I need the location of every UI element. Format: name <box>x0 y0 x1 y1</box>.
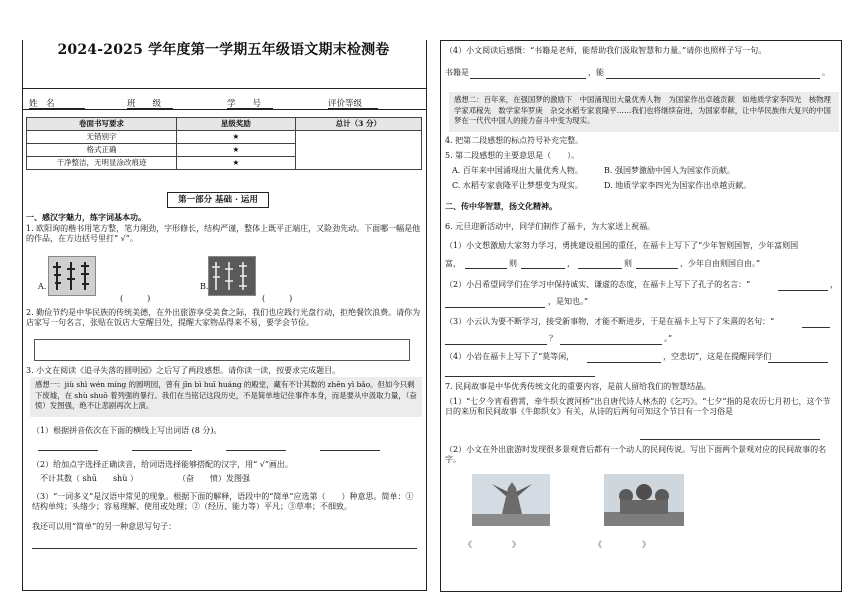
table-cell: 格式正确 <box>27 144 177 157</box>
answer-paren[interactable]: ( ) <box>262 294 293 303</box>
section-heading: 二、传中华智慧，扬文化精神。 <box>445 201 557 211</box>
q6-1-text: 则 <box>509 259 517 268</box>
answer-caption-b[interactable]: 《 》 <box>594 540 650 549</box>
answer-line[interactable] <box>38 450 98 451</box>
option-b[interactable]: B. 强国梦激励中国人为国家作贡献。 <box>604 166 735 175</box>
slogan-answer-box[interactable] <box>34 339 410 361</box>
question-3-3-prompt: 我还可以用“简单”的另一种意思写句子： <box>32 522 177 531</box>
answer-caption-a[interactable]: 《 》 <box>464 540 520 549</box>
question-6-1: （1）小文想激励大家努力学习，勇挑建设祖国的重任，在福卡上写下了“少年智则国智，少年富则国 <box>445 241 799 250</box>
answer-paren[interactable]: ( ) <box>120 294 151 303</box>
question-6-4: （4）小岩在福卡上写下了“莫等闲， <box>445 352 575 361</box>
part-one-title: 第一部分 基础 · 运用 <box>167 192 269 208</box>
answer-line[interactable] <box>470 78 586 79</box>
question-6-2: （2）小吕希望同学们在学习中保持诚实、谦虚的态度，在福卡上写下了孔子的名言：“ <box>445 280 751 289</box>
question-5: 5. 第二段感想的主要意思是（ ）。 <box>445 151 580 160</box>
exam-title: 2024-2025 学年度第一学期五年级语文期末检测卷 <box>57 42 390 58</box>
question-6-3: （3）小云认为要不断学习，接受新事物，才能不断进步，于是在福卡上写下了朱熹的名句：“ <box>445 317 775 326</box>
answer-line[interactable] <box>320 450 380 451</box>
answer-line[interactable] <box>560 344 662 345</box>
q4-start: 书籍是 <box>445 68 469 77</box>
question-6: 6. 元旦迎新活动中，同学们制作了福卡，为大家送上祝福。 <box>445 222 656 231</box>
question-2: 2. 勤俭节约是中华民族的传统美德，在外出旅游享受美食之际，我们也应践行光盘行动，拒绝餐饮浪费。请你为店家写一句名言，张贴在饭店大堂醒目处，提醒大家物品得来不易，要学会节俭。 <box>26 308 421 327</box>
landmark-photo-a <box>472 474 550 526</box>
total-score-cell[interactable] <box>295 131 421 170</box>
table-cell: 干净整洁，无明显涂改痕迹 <box>27 157 177 170</box>
answer-line[interactable] <box>606 78 820 79</box>
q6-3-text: ？ <box>549 334 557 343</box>
choice-pronunciation[interactable]: 不计其数（ shū shù ） <box>40 474 138 483</box>
option-b-label: B. <box>200 282 209 291</box>
question-4: （4）小文阅读后感慨：“书籍是老师，能帮助我们汲取智慧和力量。”请你也照样子写一句。 <box>445 46 767 55</box>
table-row <box>27 131 422 144</box>
q4-end: 。 <box>822 68 830 77</box>
q6-1-text: ，少年自由则国自由。” <box>680 259 761 268</box>
q4-mid: ，能 <box>588 68 604 77</box>
question-4-punctuation: 4. 把第二段感想的标点符号补充完整。 <box>445 136 584 145</box>
table-cell: 无错别字 <box>27 131 177 144</box>
question-7-1: （1）“七夕今宵看碧霄，牵牛织女渡河桥”出自唐代诗人林杰的《乞巧》。“七夕”指的是农历七月初七，这个节日的来历和民间故事《牛郎织女》有关，从诗的后两句可知这个节日有一个习俗是 <box>445 397 831 416</box>
answer-line[interactable] <box>132 450 192 451</box>
answer-line[interactable] <box>768 362 828 363</box>
star-icon: ★ <box>177 144 296 157</box>
option-a[interactable]: A. 百年来中国涌现出大量优秀人物。 <box>452 166 583 175</box>
answer-line[interactable] <box>636 268 678 269</box>
question-3-3: （3）“一词多义”是汉语中常见的现象。根据下面的解释，语段中的“简单”应选第（ ）种意思。简单：①结构单纯；头绪少；容易理解、使用或处理；②（经历、能力等）平凡；③草率；不细致。 <box>32 492 414 511</box>
star-icon: ★ <box>177 157 296 170</box>
class-label: 班 级 <box>127 99 162 109</box>
answer-line[interactable] <box>640 439 820 440</box>
id-label: 学 号 <box>227 99 262 109</box>
answer-line[interactable] <box>521 268 565 269</box>
q6-2-text: ，是知也。” <box>548 297 589 306</box>
handwriting-grading-table <box>26 117 422 170</box>
grade-label: 评价等级 <box>328 99 363 109</box>
table-header: 星级奖励 <box>177 118 296 131</box>
option-c[interactable]: C. 水稻专家袁隆平让梦想变为现实。 <box>452 181 583 190</box>
q6-1-text: ， <box>567 259 575 268</box>
table-header: 总计（3 分） <box>295 118 421 131</box>
question-3-2: （2）给加点字选择正确读音，给词语选择能够搭配的汉字，用“ √”画出。 <box>32 460 293 469</box>
question-3-1: （1）根据拼音依次在下面的横线上写出词语 (8 分)。 <box>32 426 222 435</box>
answer-line[interactable] <box>445 376 595 377</box>
question-7-2: （2）小文在外出旅游时发现很多景观背后都有一个动人的民间传说。写出下面两个景观对应的民间故事的名字。 <box>445 445 827 464</box>
calligraphy-sample-b <box>208 256 256 296</box>
grade-field[interactable] <box>328 99 378 109</box>
landmark-photo-b <box>604 474 684 526</box>
section-heading: 一、感汉字魅力，练字词基本功。 <box>26 212 146 222</box>
id-field[interactable] <box>227 99 273 109</box>
calligraphy-sample-a <box>48 256 96 296</box>
q6-1-text: 则 <box>624 259 632 268</box>
answer-line[interactable] <box>445 307 545 308</box>
answer-line[interactable] <box>465 268 507 269</box>
answer-line[interactable] <box>226 450 286 451</box>
answer-line[interactable] <box>802 327 830 328</box>
table-header: 卷面书写要求 <box>27 118 177 131</box>
answer-line[interactable] <box>778 290 828 291</box>
q6-1-text: 富， <box>445 259 461 268</box>
question-1: 1. 欧阳询的楷书用笔方整，笔力刚劲，字形修长，结构严谨，整体上既平正端庄，又险劲先动。下面哪一幅是他的作品，在方边括号里打“ √”。 <box>26 224 421 243</box>
reflection-one-quote: 感想一：jiù shì wén míng 的圆明园，曾有 jīn bì huī huáng 的殿堂，藏有不计其数的 zhēn yì bǎo。但如今只剩下废墟，在 shù shuō 着列强的暴行。我们在当铭记这段历史，不是简单地记住事件本身，而是要从中汲取力量，（奋 愤）发图强，绝不让悲剧再次上演。 <box>30 377 422 417</box>
q6-3-text: 。” <box>664 334 673 343</box>
q6-4-text: ，空悲切”，这是在提醒同学们 <box>663 352 772 361</box>
answer-line[interactable] <box>587 362 661 363</box>
choice-character[interactable]: （奋 愤）发图强 <box>178 474 250 483</box>
star-icon: ★ <box>177 131 296 144</box>
answer-line[interactable] <box>32 548 417 549</box>
student-info-bar <box>22 88 427 110</box>
class-field[interactable] <box>127 99 173 109</box>
question-7: 7. 民间故事是中华优秀传统文化的重要内容，是前人留给我们的智慧结晶。 <box>445 382 712 391</box>
answer-line[interactable] <box>445 344 547 345</box>
q6-2-text: ， <box>830 280 838 289</box>
name-label: 姓 名 <box>29 99 55 109</box>
name-field[interactable] <box>29 99 85 109</box>
option-a-label: A. <box>38 282 47 291</box>
reflection-two-quote: 感想二：百年来，在强国梦的激励下 中国涌现出大量优秀人物 为国家作出卓越贡献 如地质学家李四光 核物理学家邓稼先 数学家华罗庚 杂交水稻专家袁隆平……我们也将继续奋进，为国家奉献，让中华民族伟大复兴的中国梦在一代代中国人的接力奋斗中变为现实。 <box>449 92 839 132</box>
question-3: 3. 小文在阅读《追寻失落的圆明园》之后写了两段感想。请你读一读，按要求完成题目。 <box>26 366 341 375</box>
option-d[interactable]: D. 地质学家李四光为国家作出卓越贡献。 <box>604 181 752 190</box>
answer-line[interactable] <box>578 268 622 269</box>
